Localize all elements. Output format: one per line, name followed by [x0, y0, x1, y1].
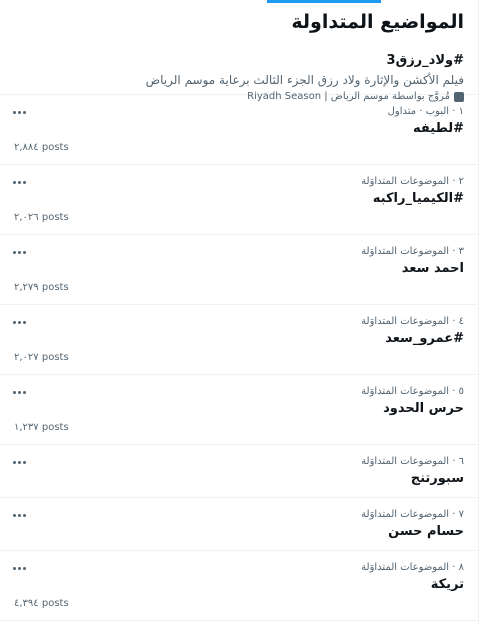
- promoted-by-label: مُروَّج بواسطة موسم الرياض | Riyadh Season: [247, 91, 450, 102]
- more-options-button[interactable]: [10, 455, 28, 469]
- trend-item[interactable]: [0, 235, 478, 305]
- trend-post-count: ٢,٨٨٤ posts: [14, 142, 69, 153]
- more-icon: [13, 391, 26, 394]
- trend-item[interactable]: [0, 165, 478, 235]
- trend-meta: ٥ · الموضوعات المتداوَلة: [361, 386, 464, 397]
- trend-name: احمد سعد: [401, 261, 464, 276]
- promoted-trend[interactable]: [0, 42, 478, 102]
- trend-meta: ٦ · الموضوعات المتداوَلة: [361, 456, 464, 467]
- trend-post-count: ٢,٠٢٧ posts: [14, 352, 69, 363]
- more-icon: [13, 181, 26, 184]
- trend-name: #لطيفه: [413, 121, 464, 136]
- trend-post-count: ٢,٢٧٩ posts: [14, 282, 69, 293]
- more-options-button[interactable]: [10, 561, 28, 575]
- more-icon: [13, 461, 26, 464]
- trend-name: حسام حسن: [388, 524, 464, 539]
- trend-post-count: ٤,٣٩٤ posts: [14, 598, 69, 609]
- trend-name: تريكة: [430, 577, 464, 592]
- trend-item[interactable]: [0, 445, 478, 498]
- trend-name: #عمرو_سعد: [385, 331, 464, 346]
- trend-name: حرس الحدود: [383, 401, 464, 416]
- more-icon: [13, 251, 26, 254]
- trend-item[interactable]: [0, 305, 478, 375]
- column-divider: [478, 0, 479, 624]
- trend-post-count: ١,٢٣٧ posts: [14, 422, 69, 433]
- trend-name: سبورتنج: [410, 471, 464, 486]
- more-icon: [13, 567, 26, 570]
- trend-post-count: ٢,٠٢٦ posts: [14, 212, 69, 223]
- trend-item[interactable]: [0, 95, 478, 165]
- trend-item[interactable]: [0, 551, 478, 621]
- more-options-button[interactable]: [10, 105, 28, 119]
- trend-item[interactable]: [0, 375, 478, 445]
- more-options-button[interactable]: [10, 175, 28, 189]
- more-options-button[interactable]: [10, 385, 28, 399]
- page-title: المواضيع المتداولة: [291, 10, 464, 33]
- more-options-button[interactable]: [10, 508, 28, 522]
- trend-meta: ٤ · الموضوعات المتداوَلة: [361, 316, 464, 327]
- trend-meta: ٢ · الموضوعات المتداوَلة: [361, 176, 464, 187]
- trend-meta: ٣ · الموضوعات المتداوَلة: [361, 246, 464, 257]
- trend-meta: ١ · البوب · متداول: [387, 106, 464, 117]
- promoted-hashtag: #ولاد_رزق3: [386, 53, 464, 68]
- promoted-description: فيلم الأكشن والإثارة ولاد رزق الجزء الثالث برعاية موسم الرياض: [145, 73, 464, 87]
- trend-item[interactable]: [0, 498, 478, 551]
- trend-meta: ٧ · الموضوعات المتداوَلة: [361, 509, 464, 520]
- trend-name: #الكيميا_راكبه: [372, 191, 464, 206]
- more-icon: [13, 514, 26, 517]
- more-options-button[interactable]: [10, 315, 28, 329]
- more-icon: [13, 111, 26, 114]
- more-icon: [13, 321, 26, 324]
- more-options-button[interactable]: [10, 245, 28, 259]
- trending-header: [0, 0, 478, 42]
- trend-meta: ٨ · الموضوعات المتداوَلة: [361, 562, 464, 573]
